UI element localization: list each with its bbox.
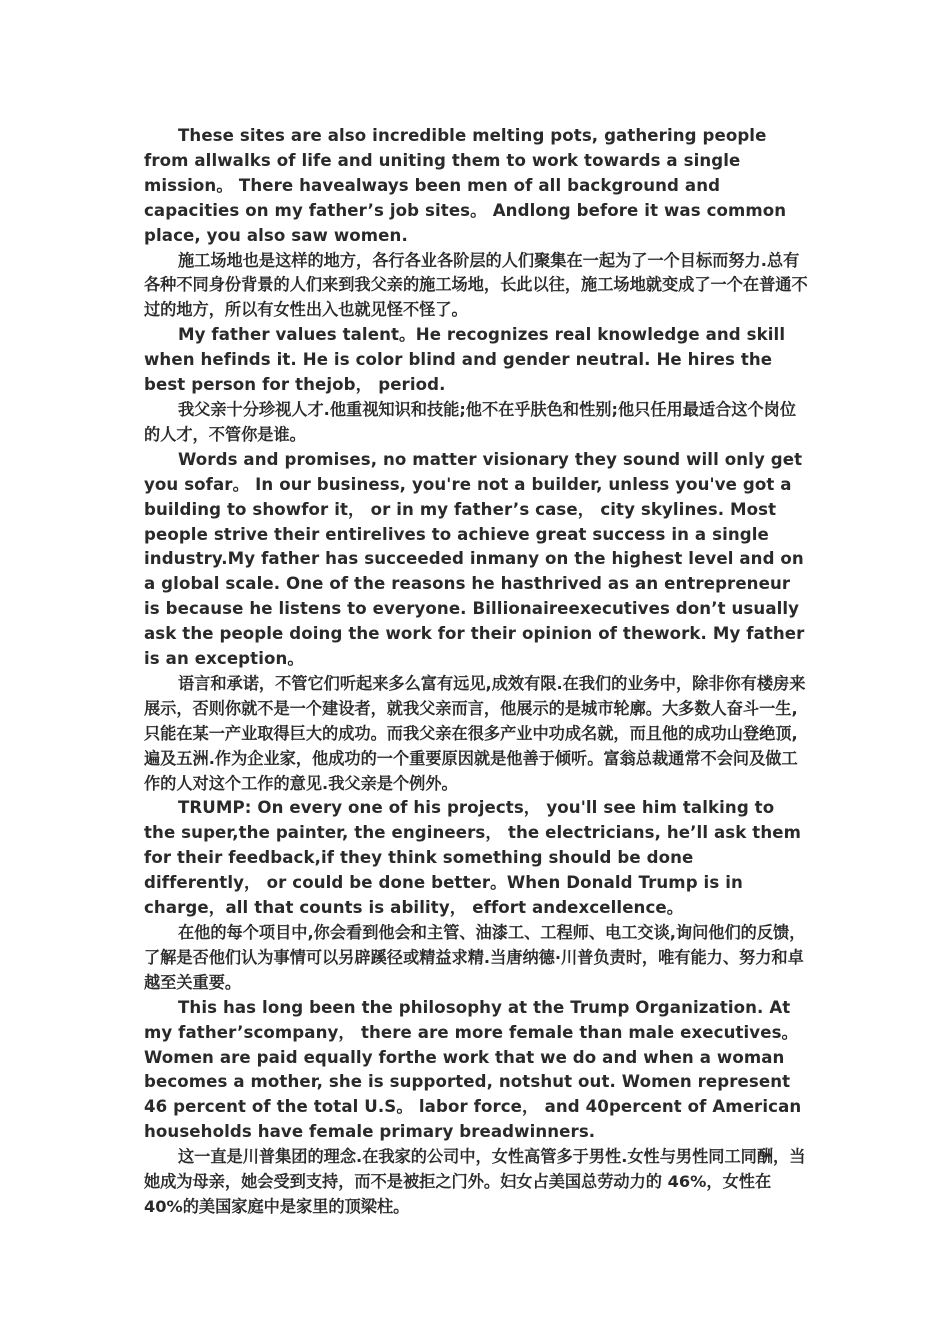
paragraph-english-1: These sites are also incredible melting pots, gathering people from allwalks of life and uniting them to work towards a single mission。 There havealways been men of all background and capacities on my father’s job sites。 Andlong before it was common place, you also saw women.	[144, 126, 787, 245]
paragraph-english-5: This has long been the philosophy at the Trump Organization. At my father’scompany， there are more female than male executives。 Women are paid equally forthe work that we do and when a woman becomes a mother, she is supported, notshut out. Women represent 46 percent of the total U.S。 labor force， and 40percent of American households have female primary breadwinners.	[144, 997, 802, 1142]
paragraph-chinese-1: 施工场地也是这样的地方，各行各业各阶层的人们聚集在一起为了一个目标而努力.总有各种不同身份背景的人们来到我父亲的施工场地，长此以往，施工场地就变成了一个在普通不过的地方，所以有女性出入也就见怪不怪了。	[144, 250, 808, 320]
paragraph-english-3: Words and promises, no matter visionary they sound will only get you sofar。 In our business, you're not a builder, unless you've got a building to showfor it， or in my father’s case， city skylines. Most people strive their entirelives to achieve great success in a single industry.My father has succeeded inmany on the highest level and on a global scale. One of the reasons he hasthrived as an entrepreneur is because he listens to everyone. Billionaireexecutives don’t usually ask the people doing the work for their opinion of thework. My father is an exception。	[144, 449, 805, 669]
paragraph-chinese-2: 我父亲十分珍视人才.他重视知识和技能;他不在乎肤色和性别;他只任用最适合这个岗位的人才，不管你是谁。	[144, 399, 797, 444]
paragraph-chinese-3: 语言和承诺，不管它们听起来多么富有远见,成效有限.在我们的业务中，除非你有楼房来展示，否则你就不是一个建设者，就我父亲而言，他展示的是城市轮廓。大多数人奋斗一生,只能在某一产业取得巨大的成功。而我父亲在很多产业中功成名就，而且他的成功山登绝顶,遍及五洲.作为企业家，他成功的一个重要原因就是他善于倾听。富翁总裁通常不会问及做工作的人对这个工作的意见.我父亲是个例外。	[144, 673, 806, 793]
paragraph-chinese-4: 在他的每个项目中,你会看到他会和主管、油漆工、工程师、电工交谈,询问他们的反馈，了解是否他们认为事情可以另辟蹊径或精益求精.当唐纳德·川普负责时，唯有能力、努力和卓越至关重要。	[144, 923, 806, 992]
document-body	[144, 124, 808, 1220]
paragraph-chinese-5: 这一直是川普集团的理念.在我家的公司中，女性高管多于男性.女性与男性同工同酬，当她成为母亲，她会受到支持，而不是被拒之门外。妇女占美国总劳动力的 46%，女性在 40%的美国家庭中是家里的顶梁柱。	[144, 1147, 806, 1216]
paragraph-english-2: My father values talent。He recognizes real knowledge and skill when hefinds it. He is color blind and gender neutral. He hires the best person for thejob， period.	[144, 325, 786, 395]
paragraph-english-4: TRUMP: On every one of his projects， you'll see him talking to the super,the painter, the engineers， the electricians, he’ll ask them for their feedback,if they think something should be done differently， or could be done better。When Donald Trump is in charge，all that counts is ability， effort andexcellence。	[144, 798, 801, 918]
